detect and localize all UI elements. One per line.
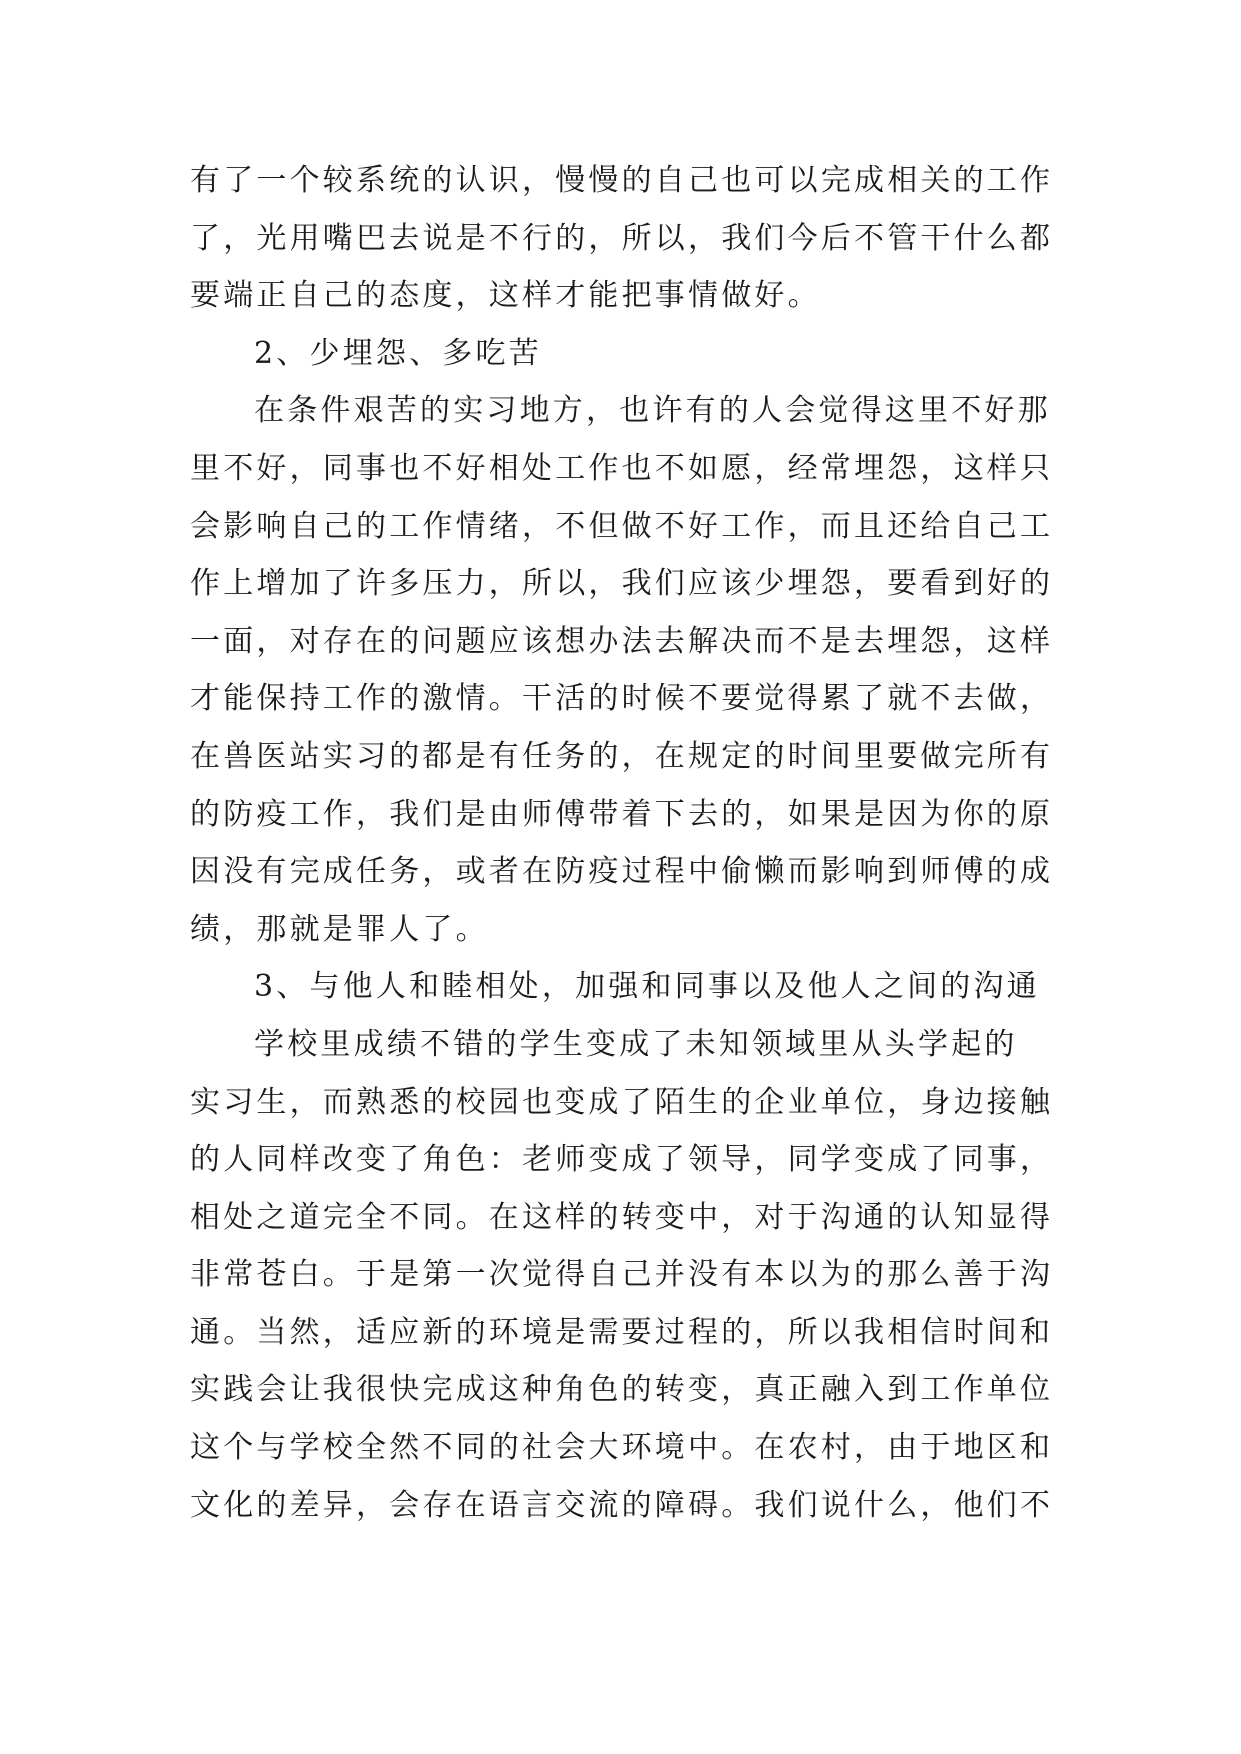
- text-line: 有了一个较系统的认识，慢慢的自己也可以完成相关的工作: [190, 163, 1054, 198]
- section-heading: 3、与他人和睦相处，加强和同事以及他人之间的沟通: [254, 969, 1040, 1005]
- paragraph-first-line: 学校里成绩不错的学生变成了未知领域里从头学起的: [254, 1026, 1018, 1062]
- section-heading: 2、少埋怨、多吃苦: [254, 335, 542, 371]
- text-line: 非常苍白。于是第一次觉得自己并没有本以为的那么善于沟: [190, 1257, 1054, 1293]
- text-line: 实习生，而熟悉的校园也变成了陌生的企业单位，身边接触: [190, 1084, 1054, 1120]
- text-line: 一面，对存在的问题应该想办法去解决而不是去埋怨，这样: [190, 623, 1054, 659]
- text-line: 才能保持工作的激情。干活的时候不要觉得累了就不去做，: [190, 681, 1054, 717]
- text-line: 要端正自己的态度，这样才能把事情做好。: [190, 278, 821, 314]
- paragraph-first-line: 在条件艰苦的实习地方，也许有的人会觉得这里不好那: [254, 393, 1051, 429]
- text-line: 通。当然，适应新的环境是需要过程的，所以我相信时间和: [190, 1314, 1054, 1350]
- text-line: 的人同样改变了角色：老师变成了领导，同学变成了同事，: [190, 1142, 1054, 1178]
- text-line: 在兽医站实习的都是有任务的，在规定的时间里要做完所有: [190, 738, 1054, 774]
- text-line: 里不好，同事也不好相处工作也不如愿，经常埋怨，这样只: [190, 450, 1054, 486]
- text-line: 这个与学校全然不同的社会大环境中。在农村，由于地区和: [190, 1430, 1054, 1466]
- text-line: 实践会让我很快完成这种角色的转变，真正融入到工作单位: [190, 1372, 1054, 1408]
- text-line: 了，光用嘴巴去说是不行的，所以，我们今后不管干什么都: [190, 220, 1054, 256]
- document-page: [190, 152, 1052, 1534]
- text-line: 相处之道完全不同。在这样的转变中，对于沟通的认知显得: [190, 1199, 1054, 1235]
- text-line: 作上增加了许多压力，所以，我们应该少埋怨，要看到好的: [190, 566, 1054, 602]
- text-line: 因没有完成任务，或者在防疫过程中偷懒而影响到师傅的成: [190, 854, 1054, 890]
- text-line: 绩，那就是罪人了。: [190, 911, 489, 947]
- text-line: 的防疫工作，我们是由师傅带着下去的，如果是因为你的原: [190, 796, 1054, 832]
- text-line: 文化的差异，会存在语言交流的障碍。我们说什么，他们不: [190, 1487, 1054, 1523]
- text-line: 会影响自己的工作情绪，不但做不好工作，而且还给自己工: [190, 508, 1054, 544]
